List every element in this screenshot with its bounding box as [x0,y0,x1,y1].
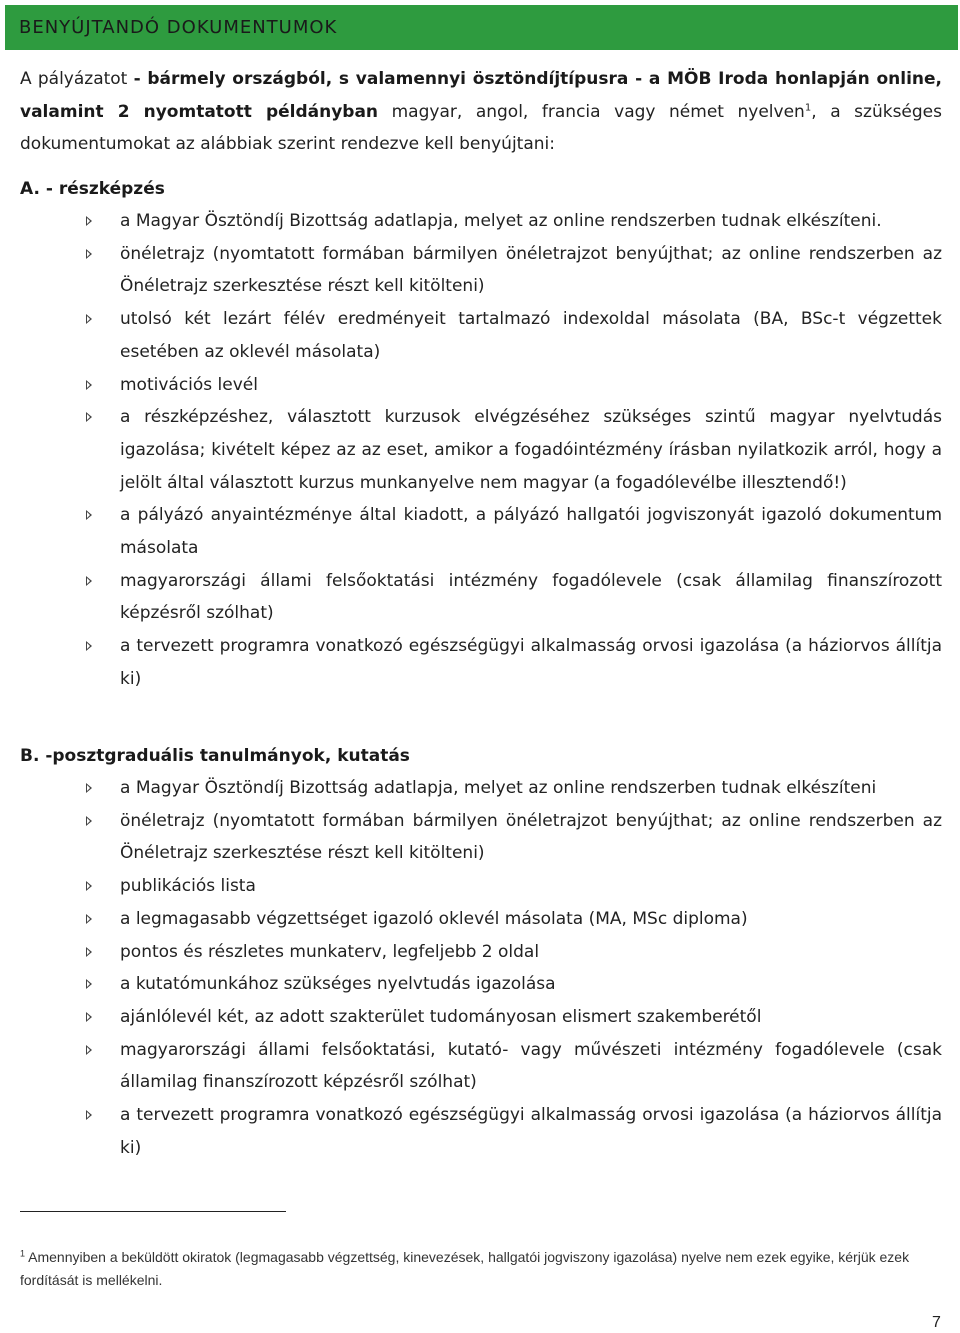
footnote [20,1246,920,1292]
list-item [0,968,942,1001]
list-item-text: a részképzéshez, választott kurzusok elvégzéséhez szükséges szintű magyar nyelvtudás igazolása; kivételt képez az az eset, amikor a fogadóintézmény írásban nyilatkozik arról, hogy a jelölt által választott kurzus munkanyelve nem magyar (a fogadólevélbe illesztendő!) [120,407,942,493]
bullet-arrow-icon [86,510,92,520]
page-number: 7 [932,1314,941,1331]
list-item-text: publikációs lista [120,876,256,897]
bullet-arrow-icon [86,576,92,586]
bullet-arrow-icon [86,1110,92,1120]
footnote-divider [20,1211,286,1212]
list-item [0,772,942,805]
bullet-arrow-icon [86,881,92,891]
list-item-text: a kutatómunkához szükséges nyelvtudás igazolása [120,974,556,995]
list-item [0,565,942,630]
list-item [0,1034,942,1099]
bullet-arrow-icon [86,914,92,924]
intro-text-end: , a szükséges dokumentumokat az alábbiak szerint rendezve kell benyújtani: [20,101,943,155]
intro-text-middle: magyar, angol, francia vagy német nyelven [378,101,805,122]
list-item-text: a pályázó anyaintézménye által kiadott, a pályázó hallgatói jogviszonyát igazoló dokumentum másolata [120,505,942,559]
list-item-text: utolsó két lezárt félév eredményeit tartalmazó indexoldal másolata (BA, BSc-t végzettek esetében az oklevél másolata) [120,309,942,362]
list-item-text: önéletrajz (nyomtatott formában bármilyen önéletrajzot benyújthat; az online rendszerben az Önéletrajz szerkesztése részt kell kitölteni) [120,810,942,864]
intro-text-start: A pályázatot [20,69,134,89]
list-item [0,369,942,402]
bullet-arrow-icon [86,249,92,259]
list-item [0,303,942,368]
intro-bold-text: - bármely országból, s valamennyi ösztöndíjtípusra - a MÖB Iroda honlapján online, valamint 2 nyomtatott példányban [20,69,942,122]
list-item-text: ajánlólevél két, az adott szakterület tudományosan elismert szakemberétől [120,1006,762,1027]
list-item-text: a Magyar Ösztöndíj Bizottság adatlapja, melyet az online rendszerben tudnak elkészíteni. [120,211,882,231]
list-item [0,870,942,903]
footnote-mark: 1 [20,1248,26,1259]
bullet-arrow-icon [86,816,92,826]
footnote-text: Amennyiben a beküldött okiratok (legmagasabb végzettség, kinevezések, hallgatói jogviszony igazolása) nyelve nem ezek egyike, kérjük ezek fordítását is mellékelni. [20,1249,910,1288]
list-item [0,805,942,870]
list-item-text: a tervezett programra vonatkozó egészségügyi alkalmasság orvosi igazolása (a háziorvos állítja ki) [120,1105,942,1158]
list-item-text: magyarországi állami felsőoktatási intézmény fogadólevele (csak államilag finanszírozott képzésről szólhat) [120,570,942,624]
list-item [0,499,942,564]
list-item [0,630,942,695]
bullet-arrow-icon [86,1012,92,1022]
list-item [0,903,942,936]
section-header-bar [5,5,958,50]
bullet-arrow-icon [86,641,92,651]
list-item [0,1099,942,1164]
section-b-heading: B. -posztgraduális tanulmányok, kutatás [20,746,410,766]
page-title: BENYÚJTANDÓ DOKUMENTUMOK [19,17,338,38]
bullet-arrow-icon [86,1045,92,1055]
list-item-text: a Magyar Ösztöndíj Bizottság adatlapja, melyet az online rendszerben tudnak elkészíteni [120,778,877,798]
list-item-text: önéletrajz (nyomtatott formában bármilyen önéletrajzot benyújthat; az online rendszerben az Önéletrajz szerkesztése részt kell kitölteni) [120,243,942,297]
list-item [0,238,942,303]
list-item-text: a tervezett programra vonatkozó egészségügyi alkalmasság orvosi igazolása (a háziorvos állítja ki) [120,636,942,689]
bullet-arrow-icon [86,216,92,226]
bullet-arrow-icon [86,783,92,793]
bullet-arrow-icon [86,314,92,324]
list-item [0,1001,942,1034]
list-item-text: motivációs levél [120,374,258,395]
list-item [0,401,942,499]
bullet-arrow-icon [86,412,92,422]
intro-paragraph [20,63,942,161]
section-a-list [0,205,942,696]
bullet-arrow-icon [86,380,92,390]
section-b-list [0,772,942,1164]
list-item [0,936,942,969]
footnote-reference: 1 [804,102,812,114]
list-item-text: magyarországi állami felsőoktatási, kutató- vagy művészeti intézmény fogadólevele (csak államilag finanszírozott képzésről szólhat) [120,1039,942,1093]
bullet-arrow-icon [86,979,92,989]
list-item [0,205,942,238]
list-item-text: pontos és részletes munkaterv, legfeljebb 2 oldal [120,941,540,962]
section-a-heading: A. - részképzés [20,179,165,199]
list-item-text: a legmagasabb végzettséget igazoló oklevél másolata (MA, MSc diploma) [120,908,748,929]
bullet-arrow-icon [86,947,92,957]
